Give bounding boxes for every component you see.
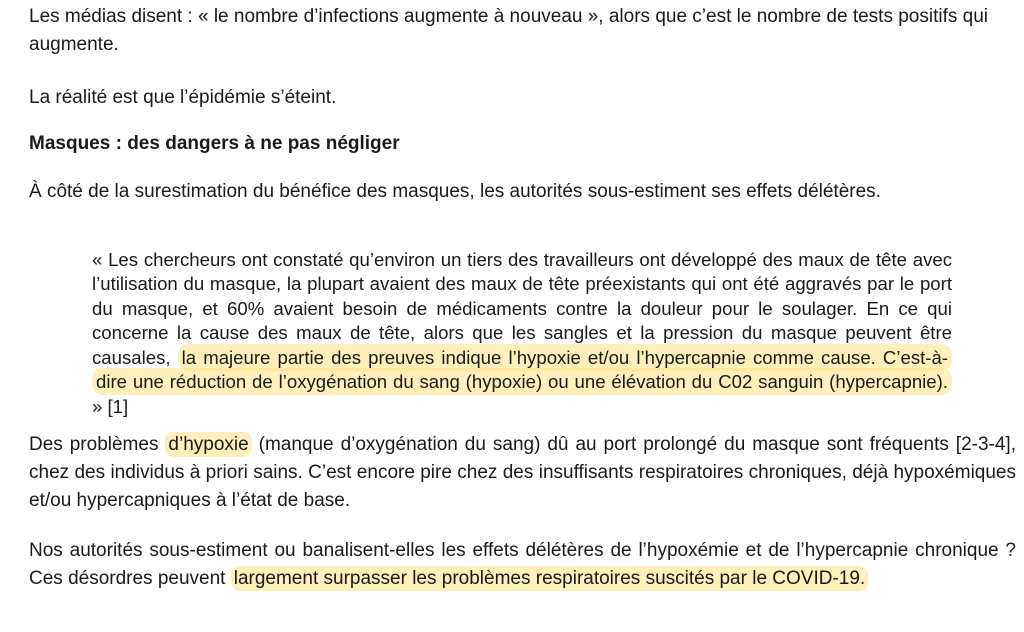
highlighted-passage: la majeure partie des preuves indique l’hypoxie et/ou l’hypercapnie comme cause. C’est-à-dire une réduction de l’oxygénation du sang (hypoxie) ou une élévation du C02 sanguin (hypercapnie). — [92, 344, 952, 396]
block-quote — [92, 248, 952, 420]
paragraph-authorities — [29, 537, 1016, 593]
paragraph-hypoxia — [29, 431, 1016, 515]
paragraph-text: Des problèmes — [29, 434, 166, 455]
paragraph-mask-benefit: À côté de la surestimation du bénéfice des masques, les autorités sous-estiment ses effets délétères. — [29, 181, 881, 202]
section-heading: Masques : des dangers à ne pas négliger — [29, 133, 400, 154]
quote-text: « Les chercheurs ont constaté qu’environ un tiers des travailleurs ont développé des maux de tête avec l’utilisation du masque, la plupart avaient des maux de tête préexistants qui ont été aggravés par le port du masque, et 60% avaient besoin de médicaments contre la douleur pour le soulager. En ce qui concerne la cause des maux de tête, alors que les sangles et la pression du masque peuvent être causales, — [92, 248, 952, 368]
paragraph-text: Nos autorités sous-estiment ou banalisent-elles les effets délétères de l’hypoxémie et de l’hypercapnie chronique ? Ces désordres peuvent — [29, 540, 1016, 589]
paragraph-text: (manque d’oxygénation du sang) dû au port prolongé du masque sont fréquents [2-3-4], chez des individus à priori sains. C’est encore pire chez des insuffisants respiratoires chroniques, déjà hypoxémiques et/ou hypercapniques à l’état de base. — [29, 434, 1016, 511]
highlighted-passage: largement surpasser les problèmes respiratoires suscités par le COVID-19. — [231, 566, 868, 591]
quote-citation: » [1] — [92, 395, 129, 417]
highlighted-word: d’hypoxie — [165, 432, 251, 457]
paragraph-epidemic-reality: La réalité est que l’épidémie s’éteint. — [29, 87, 337, 108]
paragraph-media-claim: Les médias disent : « le nombre d’infections augmente à nouveau », alors que c’est le nombre de tests positifs qui augmente. — [29, 6, 988, 55]
